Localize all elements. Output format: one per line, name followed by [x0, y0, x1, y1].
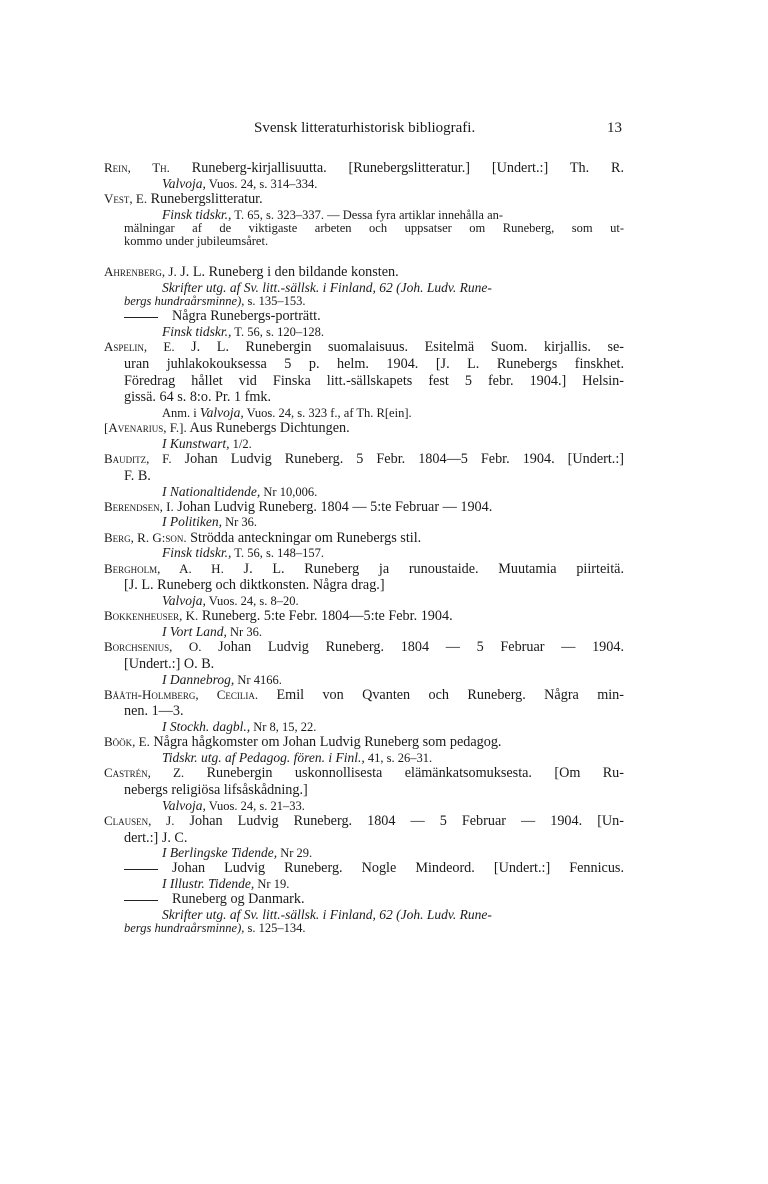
entry-title: Aus Runebergs Dichtungen. — [189, 420, 350, 437]
source-journal: I Dannebrog, — [162, 671, 235, 687]
entry-first-line — [104, 530, 624, 547]
entry-title: Några hågkomster om Johan Ludvig Runeberg som pedagog. — [153, 734, 502, 751]
entry-first-line — [104, 308, 624, 325]
source-line — [104, 799, 624, 813]
source-line — [104, 546, 624, 560]
source-line — [104, 846, 624, 860]
bibliography-entry — [104, 264, 624, 308]
source-detail: Nr 10,006. — [260, 484, 318, 499]
source-detail: Nr 29. — [277, 846, 313, 861]
entry-title: J. L. Runebergin suomalaisuus. Esitelmä Suom. kirjallis. se- — [191, 339, 624, 356]
source-journal: Finsk tidskr., — [162, 206, 232, 222]
bibliography-entry — [104, 639, 624, 687]
entry-title: Johan Ludvig Runeberg. Nogle Mindeord. [Undert.:] Fennicus. — [172, 860, 624, 877]
entry-title: Johan Ludvig Runeberg. 1804 — 5 Februar — 1904. [Un- — [189, 812, 624, 829]
entry-first-line — [104, 264, 624, 281]
ditto-dash — [124, 869, 158, 870]
running-title: Svensk litteraturhistorisk bibliografi. — [254, 120, 476, 136]
author-name: Berg, R. G:son. — [104, 529, 187, 545]
entry-first-line — [104, 608, 624, 625]
bibliography-entry — [104, 308, 624, 339]
author-name: Bergholm, A. H. — [104, 560, 224, 576]
source-detail: Nr 8, 15, 22. — [250, 720, 317, 735]
entry-first-line — [104, 734, 624, 751]
entry-continuation: gissä. 64 s. 8:o. Pr. 1 fmk. — [124, 389, 272, 406]
entry-title: Runeberg-kirjallisuutta. [Runebergslitteratur.] [Undert.:] Th. R. — [191, 160, 624, 176]
entry-title: Några Runebergs-porträtt. — [172, 308, 321, 325]
entry-first-line — [104, 499, 624, 516]
author-name: Vest, E. — [104, 190, 148, 206]
bibliography-entry — [104, 561, 624, 609]
author-name: Rein, Th. — [104, 160, 170, 175]
source-detail: Vuos. 24, s. 21–33. — [205, 798, 305, 813]
bibliography-entry — [104, 420, 624, 451]
source-journal: Skrifter utg. af Sv. litt.-sällsk. i Finland, 62 (Joh. Ludv. Rune- — [162, 279, 492, 295]
source-line — [104, 908, 624, 922]
entry-title: Emil von Qvanten och Runeberg. Några min- — [276, 686, 624, 703]
author-name: Clausen, J. — [104, 812, 175, 828]
entry-first-line — [104, 451, 624, 468]
source-line — [104, 515, 624, 529]
source-line — [104, 485, 624, 499]
entry-first-line — [104, 687, 624, 704]
entry-title: Runeberg og Danmark. — [172, 891, 305, 908]
source-detail: T. 56, s. 148–157. — [231, 546, 324, 561]
note-line: mälningar af de viktigaste arbeten och uppsatser om Runeberg, som ut- — [124, 220, 624, 235]
source-journal: Finsk tidskr., — [162, 324, 232, 340]
source-detail: Nr 36. — [221, 515, 258, 530]
ditto-dash — [124, 900, 158, 901]
entry-title: Johan Ludvig Runeberg. 1804 — 5:te Februar — 1904. — [177, 498, 493, 515]
entry-first-line — [104, 891, 624, 908]
entry-continuation: Föredrag hållet vid Finska litt.-sällskapets fest 5 febr. 1904.] Helsin- — [124, 372, 624, 389]
running-header — [104, 120, 624, 142]
bibliography-entry — [104, 530, 624, 561]
entry-title: Johan Ludvig Runeberg. 5 Febr. 1804—5 Febr. 1904. [Undert.:] — [184, 451, 625, 468]
source-journal: Valvoja, — [162, 175, 206, 191]
entry-first-line — [104, 160, 624, 177]
source-line — [104, 751, 624, 765]
source-journal: Valvoja, — [162, 592, 206, 608]
entry-continuation: dert.:] J. C. — [124, 829, 188, 846]
bibliography-entry — [104, 765, 624, 813]
source-journal: I Stockh. dagbl., — [162, 719, 251, 735]
source-line — [104, 594, 624, 608]
source-line — [104, 177, 624, 191]
source-journal: Skrifter utg. af Sv. litt.-sällsk. i Finland, 62 (Joh. Ludv. Rune- — [162, 907, 492, 923]
entry-first-line — [104, 765, 624, 782]
bibliography-entry — [104, 860, 624, 891]
source-detail: 1/2. — [229, 436, 252, 451]
source-line — [104, 877, 624, 891]
source-journal: I Illustr. Tidende, — [162, 876, 255, 892]
author-name: Ahrenberg, J. — [104, 264, 177, 280]
source-detail: Nr 4166. — [234, 672, 282, 687]
section-gap — [104, 248, 624, 264]
entry-first-line — [104, 191, 624, 208]
source-line — [104, 673, 624, 687]
source-line — [104, 325, 624, 339]
annotation-journal: Valvoja, — [199, 405, 244, 421]
entry-first-line — [104, 339, 624, 356]
entry-title: J. L. Runeberg ja runoustaide. Muutamia piirteitä. — [243, 560, 624, 577]
source-detail: Vuos. 24, s. 314–334. — [205, 176, 318, 191]
note-line: kommo under jubileumsåret. — [124, 234, 269, 249]
source-line — [104, 625, 624, 639]
source-journal: Valvoja, — [162, 797, 206, 813]
entry-continuation: uran juhlakokouksessa 5 p. helm. 1904. [J. L. Runebergs finskhet. — [124, 355, 624, 372]
source-detail: Nr 36. — [226, 624, 262, 639]
source-detail: T. 65, s. 323–337. — Dessa fyra artiklar innehålla an- — [231, 207, 504, 222]
source-journal: bergs hundraårsminne), — [124, 294, 245, 309]
author-name: Bauditz, F. — [104, 451, 172, 467]
bibliography-entry — [104, 891, 624, 935]
entry-title: J. L. Runeberg i den bildande konsten. — [180, 264, 399, 281]
author-name: Borchsenius, O. — [104, 639, 202, 655]
source-detail: T. 56, s. 120–128. — [231, 325, 324, 340]
source-detail: s. 125–134. — [244, 921, 306, 936]
source-line-continued — [104, 922, 624, 935]
bibliography-entry — [104, 191, 624, 248]
source-journal: I Berlingske Tidende, — [162, 845, 278, 861]
bibliography-entry — [104, 734, 624, 765]
source-journal: bergs hundraårsminne), — [124, 921, 245, 936]
source-line-continued — [104, 295, 624, 308]
entry-title: Runebergin uskonnollisesta elämänkatsomuksesta. [Om Ru- — [206, 765, 624, 782]
source-journal: I Nationaltidende, — [162, 483, 261, 499]
entry-first-line — [104, 639, 624, 656]
entry-title: Johan Ludvig Runeberg. 1804 — 5 Februar — 1904. — [218, 639, 624, 656]
entry-continuation: [Undert.:] O. B. — [124, 655, 215, 672]
source-journal: I Vort Land, — [162, 623, 227, 639]
bibliography-entry — [104, 451, 624, 499]
source-detail: Nr 19. — [254, 877, 290, 892]
bibliography-body — [104, 160, 624, 935]
entry-note — [104, 222, 624, 248]
entry-continuation: nen. 1—3. — [124, 703, 184, 720]
entry-title: Runebergslitteratur. — [150, 190, 263, 207]
source-journal: I Politiken, — [162, 514, 222, 530]
bibliography-entry — [104, 813, 624, 861]
entry-continuation: nebergs religiösa lifsåskådning.] — [124, 781, 308, 798]
author-name: Castrén, Z. — [104, 765, 185, 781]
author-name: Bååth-Holmberg, Cecilia. — [104, 686, 259, 702]
author-name: Bokkenheuser, K. — [104, 608, 199, 624]
bibliography-entry — [104, 339, 624, 420]
source-journal: Tidskr. utg. af Pedagog. fören. i Finl., — [162, 750, 365, 766]
entry-title: Runeberg. 5:te Febr. 1804—5:te Febr. 1904. — [201, 608, 453, 625]
annotation-label: Anm. i — [162, 406, 200, 421]
source-journal: Finsk tidskr., — [162, 545, 232, 561]
source-journal: I Kunstwart, — [162, 435, 230, 451]
source-line — [104, 437, 624, 451]
entry-title: Strödda anteckningar om Runebergs stil. — [190, 529, 422, 546]
source-detail: s. 135–153. — [244, 294, 306, 309]
bibliography-entry — [104, 499, 624, 530]
source-detail: 41, s. 26–31. — [364, 751, 433, 766]
entry-first-line — [104, 420, 624, 437]
author-name: Böök, E. — [104, 734, 150, 750]
entry-first-line — [104, 860, 624, 877]
bibliography-entry — [104, 608, 624, 639]
entry-continuation: F. B. — [124, 467, 151, 484]
entry-continuation: [J. L. Runeberg och diktkonsten. Några drag.] — [124, 577, 385, 594]
annotation — [104, 406, 624, 420]
source-detail: Vuos. 24, s. 8–20. — [205, 593, 299, 608]
author-name: [Avenarius, F.]. — [104, 420, 187, 436]
annotation-detail: Vuos. 24, s. 323 f., af Th. R[ein]. — [243, 406, 412, 421]
source-line — [104, 720, 624, 734]
page-number: 13 — [607, 120, 622, 136]
entry-first-line — [104, 561, 624, 578]
author-name: Berendsen, I. — [104, 498, 174, 514]
entry-first-line — [104, 813, 624, 830]
bibliography-entry — [104, 687, 624, 735]
bibliography-entry — [104, 160, 624, 191]
source-line — [104, 208, 624, 222]
author-name: Aspelin, E. — [104, 339, 175, 355]
ditto-dash — [124, 317, 158, 318]
source-line — [104, 281, 624, 295]
